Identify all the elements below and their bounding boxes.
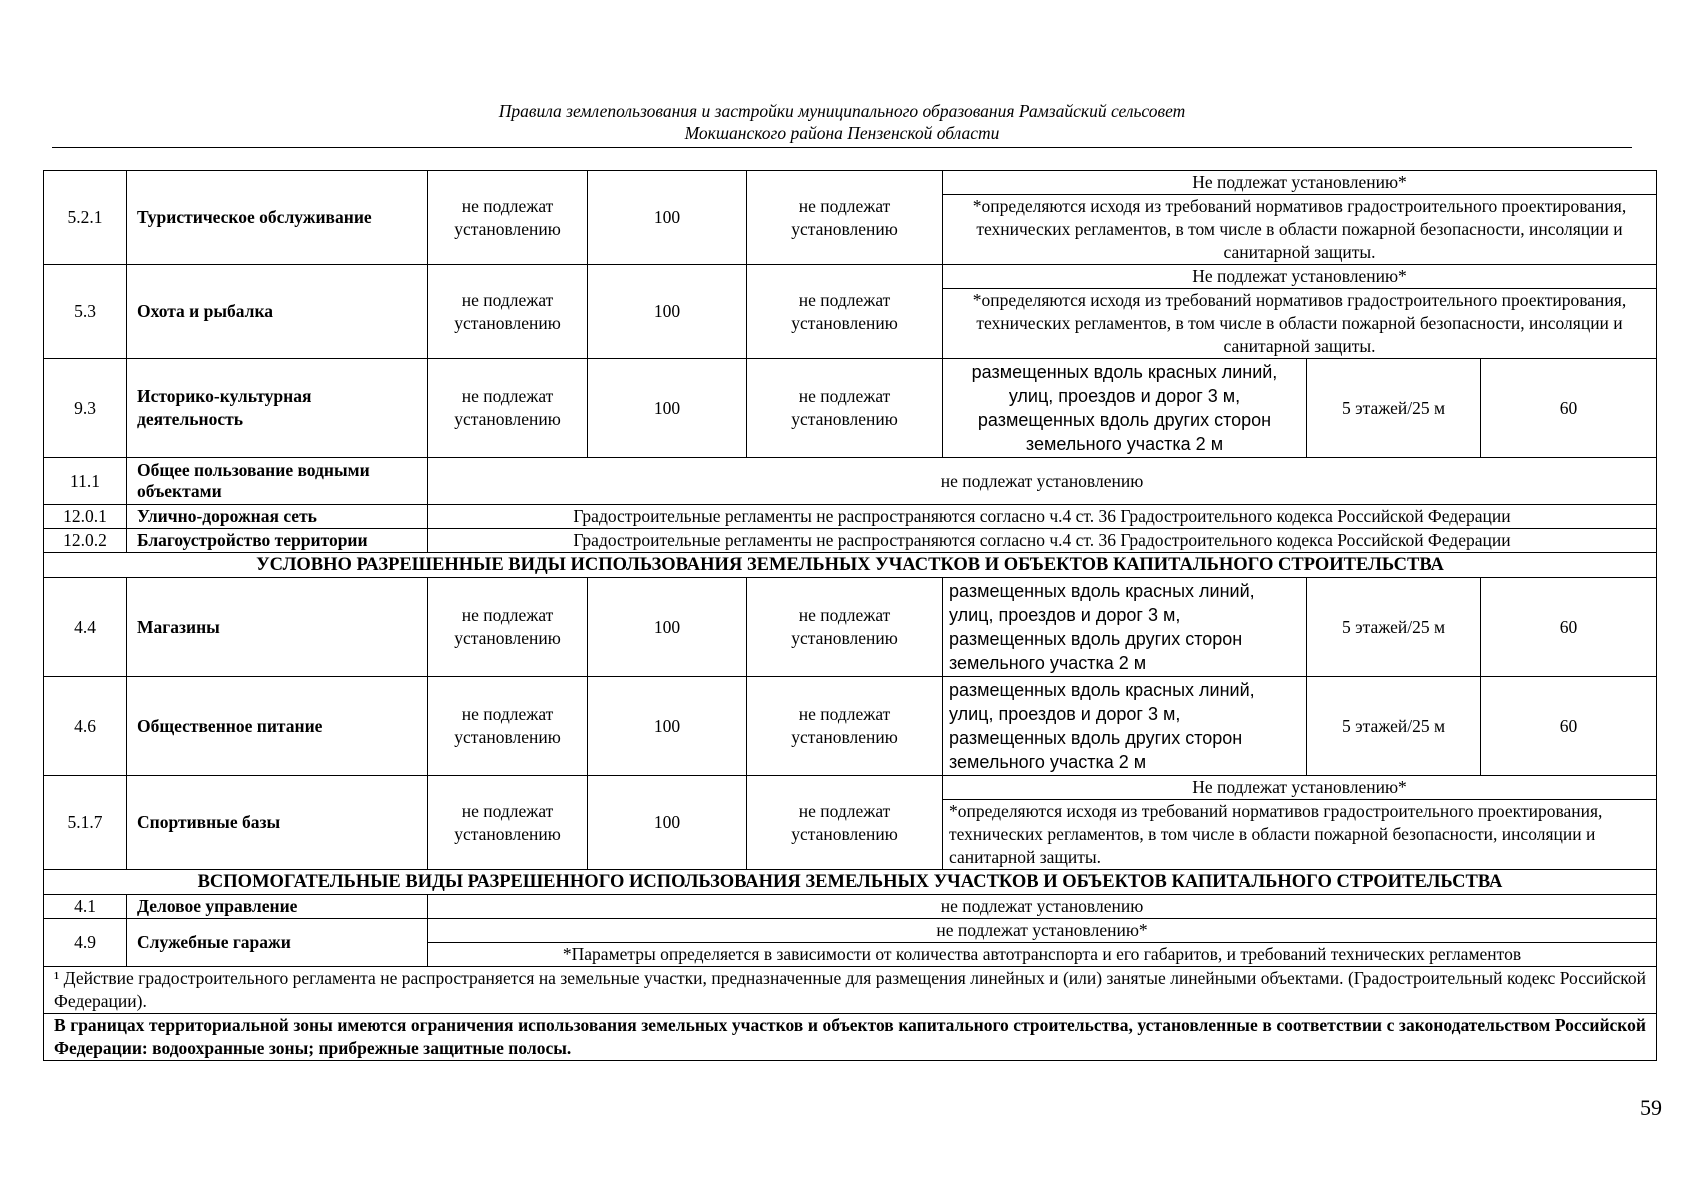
row-max-size: не подлежат установлению (747, 171, 943, 265)
row-param-note: *определяются исходя из требований нормативов градостроительного проектирования, технических регламентов, в том числе в области пожарной безопасности, инсоляции и санитарной защиты. (943, 800, 1657, 870)
row-code: 4.4 (44, 578, 127, 677)
row-coverage-percent: 60 (1481, 359, 1657, 458)
row-code: 5.3 (44, 265, 127, 359)
row-name: Историко-культурная деятельность (127, 359, 428, 458)
section-row-auxiliary (44, 870, 1657, 895)
table-row-11-1 (44, 458, 1657, 505)
document-header (52, 100, 1632, 144)
row-name: Магазины (127, 578, 428, 677)
row-code: 5.2.1 (44, 171, 127, 265)
restriction-text: В границах территориальной зоны имеются ограничения использования земельных участков и объектов капитального строительства, установленные в соответствии с законодательством Российской Федерации: водоохранные зоны; прибрежные защитные полосы. (44, 1014, 1657, 1061)
restriction-row (44, 1014, 1657, 1061)
section-title-auxiliary: ВСПОМОГАТЕЛЬНЫЕ ВИДЫ РАЗРЕШЕННОГО ИСПОЛЬЗОВАНИЯ ЗЕМЕЛЬНЫХ УЧАСТКОВ И ОБЪЕКТОВ КАПИТАЛЬНОГО СТРОИТЕЛЬСТВА (44, 870, 1657, 895)
row-name: Общественное питание (127, 677, 428, 776)
row-floors: 5 этажей/25 м (1307, 578, 1481, 677)
row-code: 4.9 (44, 919, 127, 967)
row-param-status: Не подлежат установлению* (943, 265, 1657, 289)
row-max-size: не подлежат установлению (747, 265, 943, 359)
row-min-size: не подлежат установлению (428, 578, 588, 677)
row-value: не подлежат установлению (428, 895, 1657, 919)
row-code: 12.0.1 (44, 505, 127, 529)
table-row-5-3 (44, 265, 1657, 289)
row-name: Благоустройство территории (127, 529, 428, 553)
table-row-5-2-1 (44, 171, 1657, 195)
row-setback: размещенных вдоль красных линий, улиц, проездов и дорог 3 м, размещенных вдоль других сторон земельного участка 2 м (943, 578, 1307, 677)
row-coverage-percent: 60 (1481, 578, 1657, 677)
row-code: 5.1.7 (44, 776, 127, 870)
row-area: 100 (588, 578, 747, 677)
header-rule (52, 147, 1632, 148)
footnote-row (44, 967, 1657, 1014)
row-area: 100 (588, 776, 747, 870)
regulations-table (43, 170, 1657, 1061)
row-setback: размещенных вдоль красных линий, улиц, проездов и дорог 3 м, размещенных вдоль других сторон земельного участка 2 м (943, 359, 1307, 458)
row-value: не подлежат установлению (428, 458, 1657, 505)
row-value: Градостроительные регламенты не распространяются согласно ч.4 ст. 36 Градостроительного кодекса Российской Федерации (428, 529, 1657, 553)
row-area: 100 (588, 171, 747, 265)
row-coverage-percent: 60 (1481, 677, 1657, 776)
row-code: 12.0.2 (44, 529, 127, 553)
row-code: 9.3 (44, 359, 127, 458)
row-name: Улично-дорожная сеть (127, 505, 428, 529)
table-row-4-1 (44, 895, 1657, 919)
row-min-size: не подлежат установлению (428, 677, 588, 776)
table-row-12-0-2 (44, 529, 1657, 553)
header-line-2: Мокшанского района Пензенской области (684, 123, 1000, 143)
section-row-conditional (44, 553, 1657, 578)
row-name: Деловое управление (127, 895, 428, 919)
row-max-size: не подлежат установлению (747, 776, 943, 870)
row-min-size: не подлежат установлению (428, 776, 588, 870)
row-area: 100 (588, 677, 747, 776)
row-param-status: Не подлежат установлению* (943, 171, 1657, 195)
row-name: Служебные гаражи (127, 919, 428, 967)
footnote-text: ¹ Действие градостроительного регламента не распространяется на земельные участки, предназначенные для размещения линейных и (или) занятые линейными объектами. (Градостроительный кодекс Российской Федерации). (44, 967, 1657, 1014)
header-line-1: Правила землепользования и застройки муниципального образования Рамзайский сельсовет (498, 101, 1186, 121)
table-row-9-3 (44, 359, 1657, 458)
row-name: Спортивные базы (127, 776, 428, 870)
row-max-size: не подлежат установлению (747, 677, 943, 776)
row-area: 100 (588, 265, 747, 359)
table-row-4-9 (44, 919, 1657, 943)
row-min-size: не подлежат установлению (428, 171, 588, 265)
table-row-4-6 (44, 677, 1657, 776)
row-setback: размещенных вдоль красных линий, улиц, проездов и дорог 3 м, размещенных вдоль других сторон земельного участка 2 м (943, 677, 1307, 776)
row-param-status: Не подлежат установлению* (943, 776, 1657, 800)
row-param-status: не подлежат установлению* (428, 919, 1657, 943)
row-value: Градостроительные регламенты не распространяются согласно ч.4 ст. 36 Градостроительного кодекса Российской Федерации (428, 505, 1657, 529)
row-code: 4.6 (44, 677, 127, 776)
row-code: 11.1 (44, 458, 127, 505)
row-area: 100 (588, 359, 747, 458)
row-min-size: не подлежат установлению (428, 359, 588, 458)
row-max-size: не подлежат установлению (747, 359, 943, 458)
row-floors: 5 этажей/25 м (1307, 359, 1481, 458)
row-name: Охота и рыбалка (127, 265, 428, 359)
row-name: Туристическое обслуживание (127, 171, 428, 265)
table-row-5-1-7 (44, 776, 1657, 800)
row-param-note: *Параметры определяется в зависимости от количества автотранспорта и его габаритов, и требований технических регламентов (428, 943, 1657, 967)
row-param-note: *определяются исходя из требований нормативов градостроительного проектирования, технических регламентов, в том числе в области пожарной безопасности, инсоляции и санитарной защиты. (943, 195, 1657, 265)
row-param-note: *определяются исходя из требований нормативов градостроительного проектирования, технических регламентов, в том числе в области пожарной безопасности, инсоляции и санитарной защиты. (943, 289, 1657, 359)
section-title-conditional: УСЛОВНО РАЗРЕШЕННЫЕ ВИДЫ ИСПОЛЬЗОВАНИЯ ЗЕМЕЛЬНЫХ УЧАСТКОВ И ОБЪЕКТОВ КАПИТАЛЬНОГО СТРОИТЕЛЬСТВА (44, 553, 1657, 578)
row-code: 4.1 (44, 895, 127, 919)
row-min-size: не подлежат установлению (428, 265, 588, 359)
row-max-size: не подлежат установлению (747, 578, 943, 677)
page-number: 59 (1640, 1095, 1662, 1120)
row-floors: 5 этажей/25 м (1307, 677, 1481, 776)
row-name: Общее пользование водными объектами (127, 458, 428, 505)
table-row-4-4 (44, 578, 1657, 677)
table-row-12-0-1 (44, 505, 1657, 529)
